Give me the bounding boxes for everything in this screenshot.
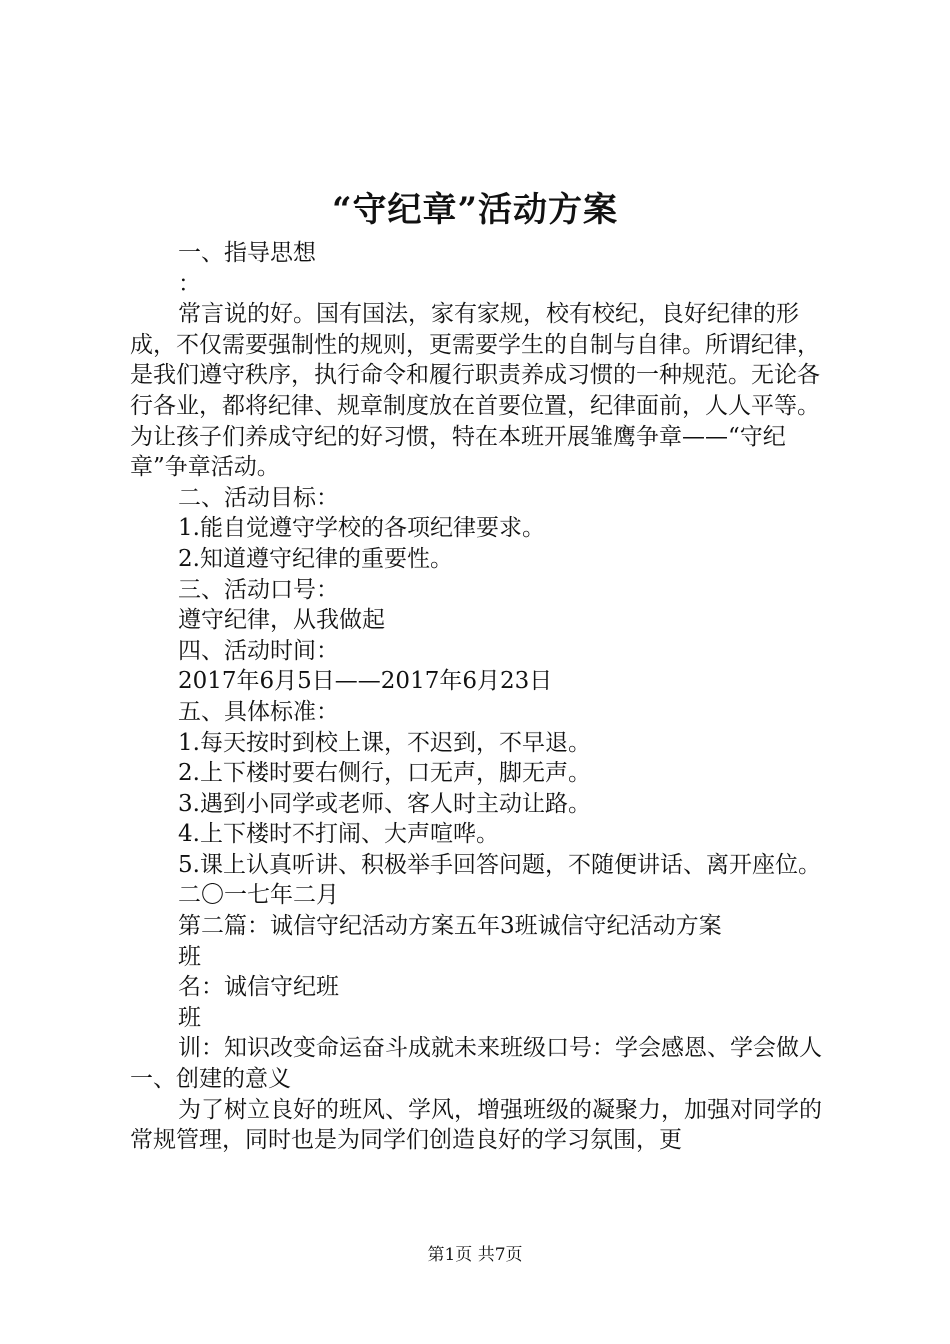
paragraph: 5.课上认真听讲、积极举手回答问题，不随便讲话、离开座位。 — [178, 851, 821, 878]
paragraph: 2017年6月5日——2017年6月23日 — [178, 668, 553, 695]
document-body — [130, 238, 830, 1156]
paragraph: 第二篇：诚信守纪活动方案五年3班诚信守纪活动方案 — [178, 913, 722, 940]
document-title: “守纪章”活动方案 — [331, 190, 619, 230]
paragraph: 名：诚信守纪班 — [178, 974, 339, 1001]
paragraph: 遵守纪律，从我做起 — [178, 607, 385, 634]
paragraph: 班 — [178, 943, 201, 970]
paragraph: 训：知识改变命运奋斗成就未来班级口号：学会感恩、学会做人一、创建的意义 — [130, 1035, 822, 1093]
paragraph: 为了树立良好的班风、学风，增强班级的凝聚力，加强对同学的常规管理，同时也是为同学们创造良好的学习氛围，更 — [130, 1096, 822, 1154]
paragraph: 常言说的好。国有国法，家有家规，校有校纪，良好纪律的形成，不仅需要强制性的规则，更需要学生的自制与自律。所谓纪律，是我们遵守秩序，执行命令和履行职责养成习惯的一种规范。无论各行各业，都将纪律、规章制度放在首要位置，纪律面前，人人平等。为让孩子们养成守纪的好习惯，特在本班开展雏鹰争章——“守纪章”争章活动。 — [130, 301, 820, 481]
paragraph: 2.知道遵守纪律的重要性。 — [178, 545, 453, 572]
paragraph: 1.每天按时到校上课，不迟到，不早退。 — [178, 729, 591, 756]
page-indicator: 第1页 共7页 — [427, 1245, 523, 1265]
paragraph: 班 — [178, 1004, 201, 1031]
paragraph: 二〇一七年二月 — [178, 882, 339, 909]
paragraph: 四、活动时间： — [178, 637, 339, 664]
paragraph: 一、指导思想 — [178, 240, 316, 266]
paragraph: 3.遇到小同学或老师、客人时主动让路。 — [178, 790, 591, 817]
paragraph: 4.上下楼时不打闹、大声喧哗。 — [178, 821, 499, 848]
paragraph: 2.上下楼时要右侧行，口无声，脚无声。 — [178, 760, 591, 787]
paragraph: ： — [178, 270, 201, 297]
paragraph: 1.能自觉遵守学校的各项纪律要求。 — [178, 515, 545, 542]
paragraph: 二、活动目标： — [178, 484, 339, 511]
paragraph: 三、活动口号： — [178, 576, 339, 603]
paragraph: 五、具体标准： — [178, 698, 339, 725]
